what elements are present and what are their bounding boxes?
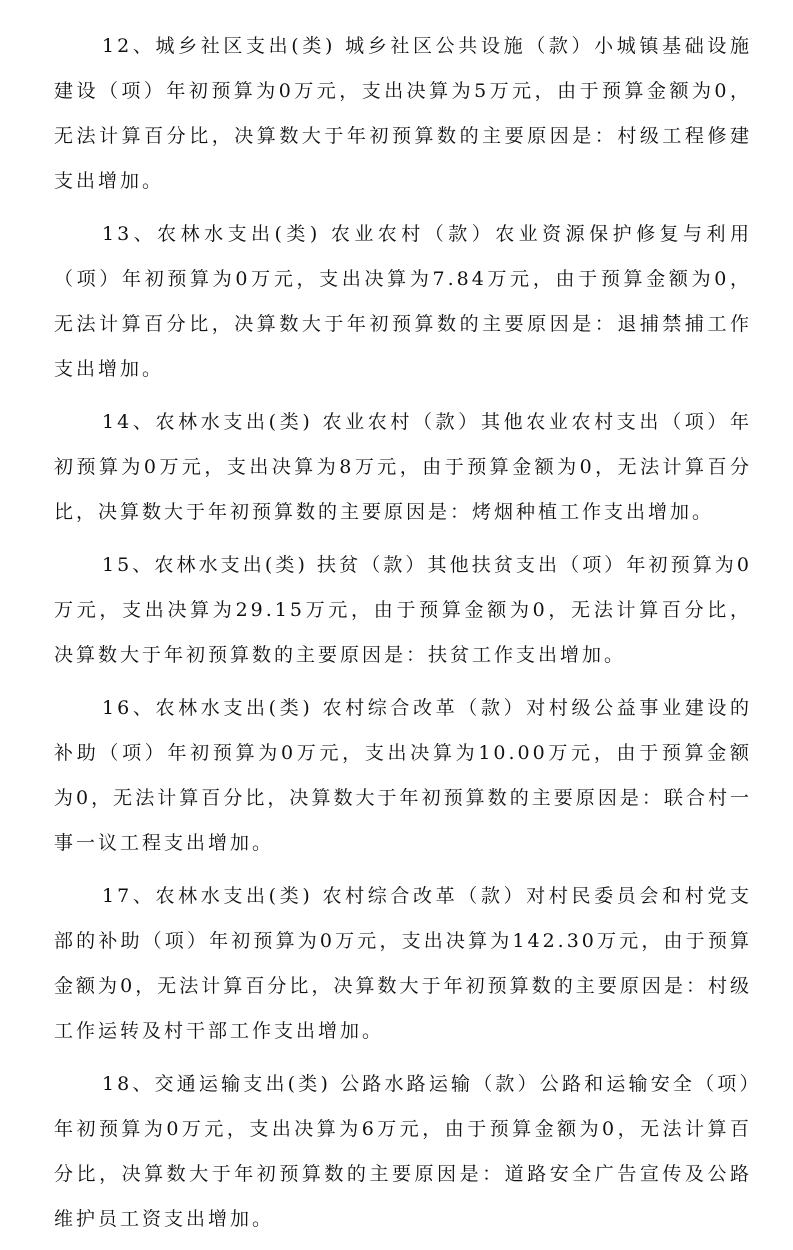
paragraph-item-13: 13、农林水支出(类) 农业农村（款）农业资源保护修复与利用（项）年初预算为0万元，支出决算为7.84万元，由于预算金额为0，无法计算百分比，决算数大于年初预算数的主要原因是：退捕禁捕工作支出增加。 xyxy=(54,223,752,380)
paragraph-item-15: 15、农林水支出(类) 扶贫（款）其他扶贫支出（项）年初预算为0万元，支出决算为29.15万元，由于预算金额为0，无法计算百分比，决算数大于年初预算数的主要原因是：扶贫工作支出增加。 xyxy=(54,554,752,666)
paragraph-item-12: 12、城乡社区支出(类) 城乡社区公共设施（款）小城镇基础设施建设（项）年初预算为0万元，支出决算为5万元，由于预算金额为0，无法计算百分比，决算数大于年初预算数的主要原因是：村级工程修建支出增加。 xyxy=(54,35,752,192)
paragraph-item-14: 14、农林水支出(类) 农业农村（款）其他农业农村支出（项）年初预算为0万元，支出决算为8万元，由于预算金额为0，无法计算百分比，决算数大于年初预算数的主要原因是：烤烟种植工作支出增加。 xyxy=(54,411,752,523)
document-page xyxy=(54,24,752,1250)
paragraph-item-18: 18、交通运输支出(类) 公路水路运输（款）公路和运输安全（项）年初预算为0万元，支出决算为6万元，由于预算金额为0，无法计算百分比，决算数大于年初预算数的主要原因是：道路安全广告宣传及公路维护员工资支出增加。 xyxy=(54,1073,752,1230)
paragraph-item-17: 17、农林水支出(类) 农村综合改革（款）对村民委员会和村党支部的补助（项）年初预算为0万元，支出决算为142.30万元，由于预算金额为0，无法计算百分比，决算数大于年初预算数的主要原因是：村级工作运转及村干部工作支出增加。 xyxy=(54,885,752,1042)
paragraph-item-16: 16、农林水支出(类) 农村综合改革（款）对村级公益事业建设的补助（项）年初预算为0万元，支出决算为10.00万元，由于预算金额为0，无法计算百分比，决算数大于年初预算数的主要原因是：联合村一事一议工程支出增加。 xyxy=(54,697,752,854)
